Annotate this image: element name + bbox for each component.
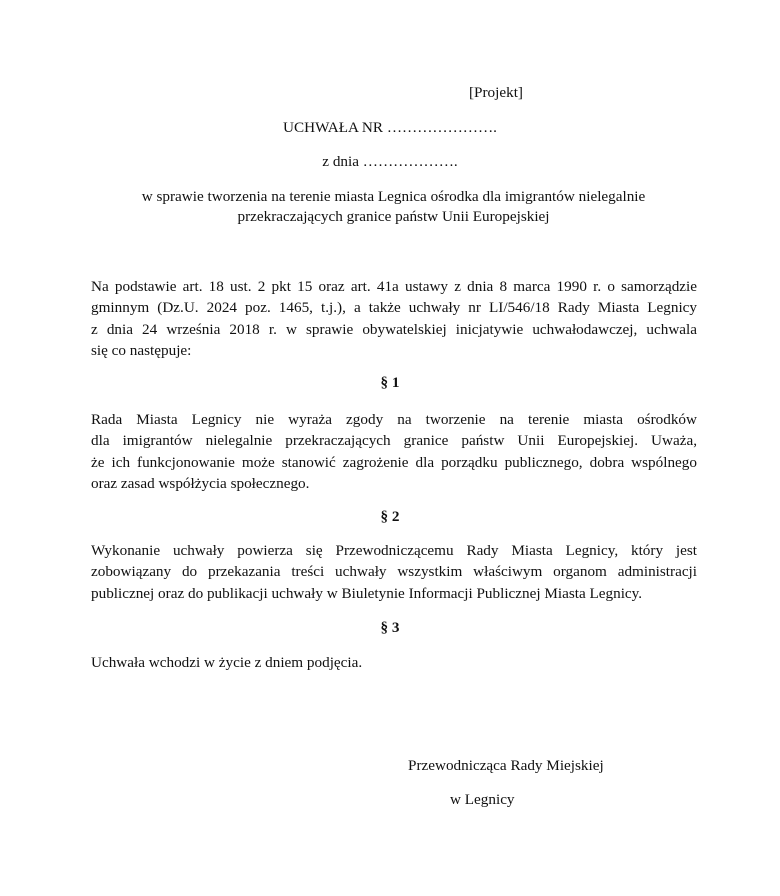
paragraph-line: z dnia 24 września 2018 r. w sprawie obywatelskiej inicjatywie uchwałodawczej, uchwala — [91, 320, 697, 338]
resolution-title: UCHWAŁA NR …………………. — [283, 119, 497, 136]
signatory-title: Przewodnicząca Rady Miejskiej — [408, 757, 604, 774]
project-label: [Projekt] — [469, 84, 523, 101]
section-2-paragraph — [91, 540, 697, 604]
paragraph-line: publicznej oraz do publikacji uchwały w Biuletynie Informacji Publicznej Miasta Legnicy. — [91, 584, 643, 602]
legal-basis-paragraph — [91, 276, 697, 361]
resolution-date: z dnia ………………. — [322, 153, 458, 170]
paragraph-line: Uchwała wchodzi w życie z dniem podjęcia. — [91, 654, 363, 671]
paragraph-line: dla imigrantów nielegalnie przekraczających granice państw Unii Europejskiej. Uważa, — [91, 432, 697, 450]
section-1-paragraph — [91, 409, 697, 494]
paragraph-line: gminnym (Dz.U. 2024 poz. 1465, t.j.), a także uchwały nr LI/546/18 Rady Miasta Legnicy — [91, 299, 697, 317]
section-3-heading: § 3 — [380, 619, 400, 636]
paragraph-line: Rada Miasta Legnicy nie wyraża zgody na tworzenie na terenie miasta ośrodków — [91, 411, 697, 428]
subject-line: przekraczających granice państw Unii Europejskiej — [237, 208, 550, 225]
section-1-heading: § 1 — [380, 374, 400, 391]
paragraph-line: Wykonanie uchwały powierza się Przewodniczącemu Rady Miasta Legnicy, który jest — [91, 542, 697, 559]
signatory-city: w Legnicy — [450, 791, 515, 808]
paragraph-line: Na podstawie art. 18 ust. 2 pkt 15 oraz art. 41a ustawy z dnia 8 marca 1990 r. o samorządzie — [91, 278, 697, 295]
section-2-heading: § 2 — [380, 508, 400, 525]
paragraph-line: że ich funkcjonowanie może stanowić zagrożenie dla porządku publicznego, dobra wspólnego — [91, 453, 697, 471]
paragraph-line: oraz zasad współżycia społecznego. — [91, 474, 310, 492]
resolution-subject — [90, 187, 697, 227]
subject-line: w sprawie tworzenia na terenie miasta Legnica ośrodka dla imigrantów nielegalnie — [141, 188, 646, 205]
section-3-paragraph — [91, 652, 697, 673]
paragraph-line: zobowiązany do przekazania treści uchwały wszystkim właściwym organom administracji — [91, 563, 697, 581]
paragraph-line: się co następuje: — [91, 341, 192, 359]
